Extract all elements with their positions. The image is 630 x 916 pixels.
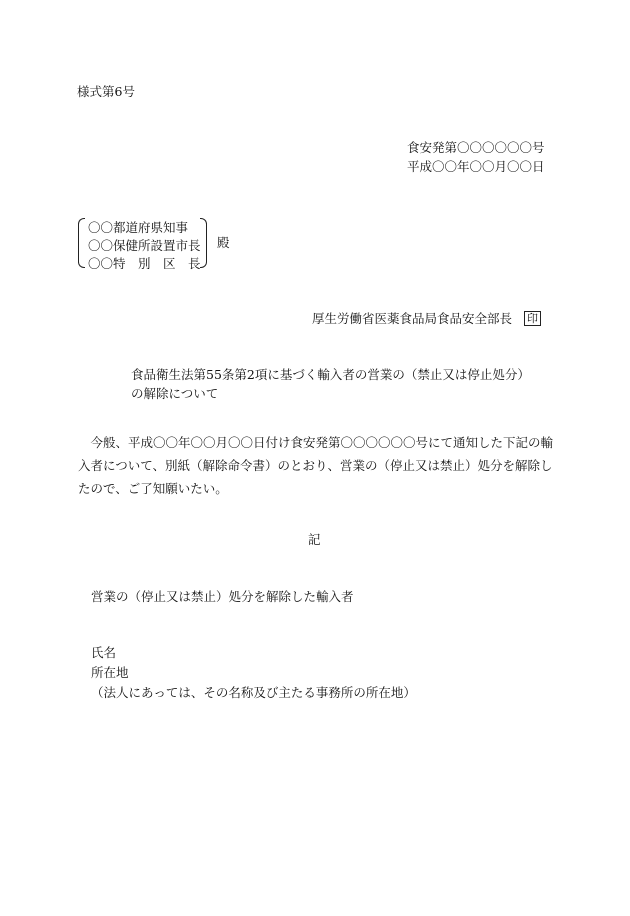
ki-heading: 記 (308, 532, 321, 547)
document-date: 平成〇〇年〇〇月〇〇日 (407, 159, 545, 174)
subject-line-1: 食品衛生法第55条第2項に基づく輸入者の営業の（禁止又は停止処分） (131, 367, 530, 382)
form-number: 様式第6号 (77, 84, 135, 99)
field-name-label: 氏名 (91, 645, 117, 660)
seal-mark: 印 (524, 311, 541, 326)
addressee-line-1: 〇〇都道府県知事 (88, 220, 189, 235)
section-heading: 営業の（停止又は禁止）処分を解除した輸入者 (91, 589, 354, 604)
field-address-note: （法人にあっては、その名称及び主たる事務所の所在地） (91, 685, 416, 700)
right-bracket (200, 218, 207, 268)
addressee-block (78, 218, 208, 271)
addressee-honorific: 殿 (217, 235, 230, 250)
sender-name: 厚生労働省医薬食品局食品安全部長 (312, 311, 513, 326)
field-address-label: 所在地 (91, 665, 129, 680)
body-paragraph: 今般、平成〇〇年〇〇月〇〇日付け食安発第〇〇〇〇〇〇号にて通知した下記の輸入者について、別紙（解除命令書）のとおり、営業の（停止又は禁止）処分を解除したので、ご了知願いたい。 (78, 435, 554, 496)
addressee-line-2: 〇〇保健所設置市長 (88, 238, 201, 253)
addressee-line-3: 〇〇特 別 区 長 (88, 256, 201, 271)
subject-line-2: の解除について (131, 386, 219, 401)
document-number: 食安発第〇〇〇〇〇〇号 (407, 140, 545, 155)
left-bracket (78, 218, 85, 268)
